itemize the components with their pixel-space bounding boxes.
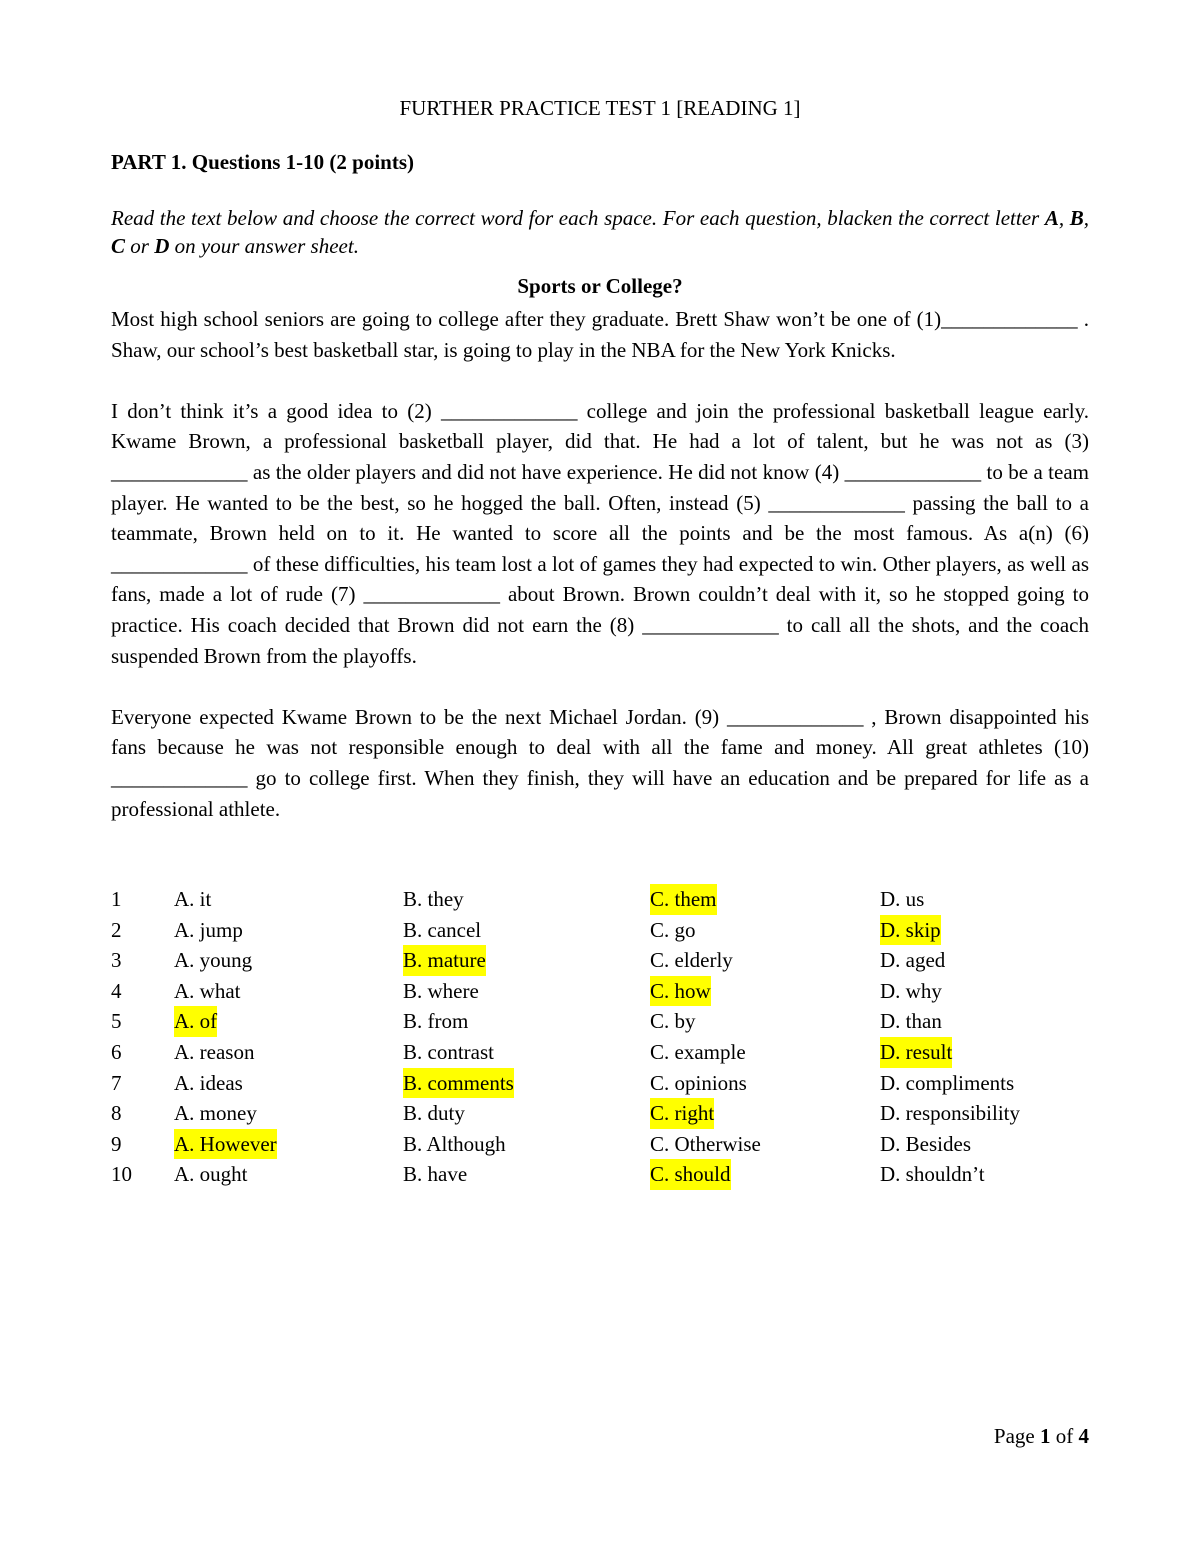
question-row: [111, 884, 1089, 915]
answer-option-d: D. compliments: [880, 1070, 1015, 1095]
answer-option-c-highlighted: C. how: [650, 976, 711, 1007]
answer-option-a: A. reason: [174, 1039, 255, 1064]
passage-title: Sports or College?: [517, 274, 683, 298]
answer-option-d: D. responsibility: [880, 1101, 1020, 1126]
answer-option-d: D. us: [880, 887, 925, 911]
answer-option-b: B. from: [403, 1009, 469, 1034]
question-number: 2: [111, 917, 122, 942]
answer-options-table: [111, 884, 1089, 1190]
question-number: 10: [111, 1162, 132, 1187]
part-heading: PART 1. Questions 1-10 (2 points): [111, 150, 415, 174]
question-row: [111, 1159, 1089, 1190]
answer-option-b: B. contrast: [403, 1039, 494, 1064]
answer-option-c: C. Otherwise: [650, 1131, 761, 1156]
answer-option-b: B. where: [403, 978, 479, 1003]
answer-option-a: A. ought: [174, 1162, 248, 1187]
answer-option-c-highlighted: C. them: [650, 884, 717, 915]
answer-option-a: A. what: [174, 978, 241, 1003]
question-row: [111, 1098, 1089, 1129]
question-number: 5: [111, 1009, 122, 1034]
answer-option-a: A. money: [174, 1101, 257, 1126]
question-row: [111, 1006, 1089, 1037]
question-row: [111, 945, 1089, 976]
answer-option-b: B. have: [403, 1162, 468, 1187]
question-row: [111, 915, 1089, 946]
question-row: [111, 1129, 1089, 1160]
answer-option-d: D. than: [880, 1009, 942, 1034]
passage: [111, 304, 1089, 855]
passage-paragraph: Most high school seniors are going to college after they graduate. Brett Shaw won’t be one of (1)_____________ . Shaw, our school’s best basketball star, is going to play in the NBA for the New York Knicks.: [111, 307, 1089, 362]
answer-option-c: C. example: [650, 1039, 746, 1064]
answer-option-c: C. elderly: [650, 948, 733, 973]
answer-option-a: A. it: [174, 887, 212, 911]
answer-option-c: C. go: [650, 917, 696, 942]
answer-option-b-highlighted: B. comments: [403, 1068, 514, 1099]
answer-option-a-highlighted: A. However: [174, 1129, 277, 1160]
answer-option-c: C. by: [650, 1009, 696, 1034]
question-number: 7: [111, 1070, 122, 1095]
answer-option-b: B. they: [403, 887, 464, 911]
question-number: 4: [111, 978, 122, 1003]
question-row: [111, 1068, 1089, 1099]
page-title: FURTHER PRACTICE TEST 1 [READING 1]: [399, 96, 801, 120]
answer-option-a: A. ideas: [174, 1070, 243, 1095]
passage-paragraph: Everyone expected Kwame Brown to be the next Michael Jordan. (9) _____________ , Brown disappointed his fans because he was not responsible enough to deal with all the fame and money. All great athletes (10) _____________ go to college first. When they finish, they will have an education and be prepared for life as a professional athlete.: [111, 704, 1089, 821]
passage-paragraph: I don’t think it’s a good idea to (2) _____________ college and join the professional basketball league early. Kwame Brown, a professional basketball player, did that. He had a lot of talent, but he was not as (3) _____________ as the older players and did not have experience. He did not know (4) _____________ to be a team player. He wanted to be the best, so he hogged the ball. Often, instead (5) _____________ passing the ball to a teammate, Brown held on to it. He wanted to score all the points and be the most famous. As a(n) (6) _____________ of these difficulties, his team lost a lot of games they had expected to win. Other players, as well as fans, made a lot of rude (7) _____________ about Brown. Brown couldn’t deal with it, so he stopped going to practice. His coach decided that Brown did not earn the (8) _____________ to call all the shots, and the coach suspended Brown from the playoffs.: [111, 398, 1089, 668]
answer-option-d: D. Besides: [880, 1131, 971, 1156]
answer-option-d-highlighted: D. result: [880, 1037, 952, 1068]
answer-option-a-highlighted: A. of: [174, 1006, 217, 1037]
page-number: Page 1 of 4: [993, 1424, 1089, 1448]
question-number: 3: [111, 948, 122, 973]
answer-option-b: B. Although: [403, 1131, 506, 1156]
answer-option-c: C. opinions: [650, 1070, 747, 1095]
question-number: 8: [111, 1101, 122, 1126]
answer-option-b: B. duty: [403, 1101, 465, 1126]
question-number: 9: [111, 1131, 122, 1156]
question-number: 1: [111, 887, 122, 911]
answer-option-d: D. why: [880, 978, 942, 1003]
instructions: Read the text below and choose the correct word for each space. For each question, blacken the correct letter A, B, C or D on your answer sheet.: [111, 206, 1090, 258]
answer-option-d-highlighted: D. skip: [880, 915, 941, 946]
answer-option-c-highlighted: C. right: [650, 1098, 714, 1129]
answer-option-a: A. jump: [174, 917, 243, 942]
answer-option-d: D. aged: [880, 948, 946, 973]
question-number: 6: [111, 1039, 122, 1064]
answer-option-a: A. young: [174, 948, 253, 973]
answer-option-c-highlighted: C. should: [650, 1159, 731, 1190]
answer-option-b-highlighted: B. mature: [403, 945, 486, 976]
answer-option-b: B. cancel: [403, 917, 482, 942]
question-row: [111, 1037, 1089, 1068]
question-row: [111, 976, 1089, 1007]
answer-option-d: D. shouldn’t: [880, 1162, 985, 1187]
